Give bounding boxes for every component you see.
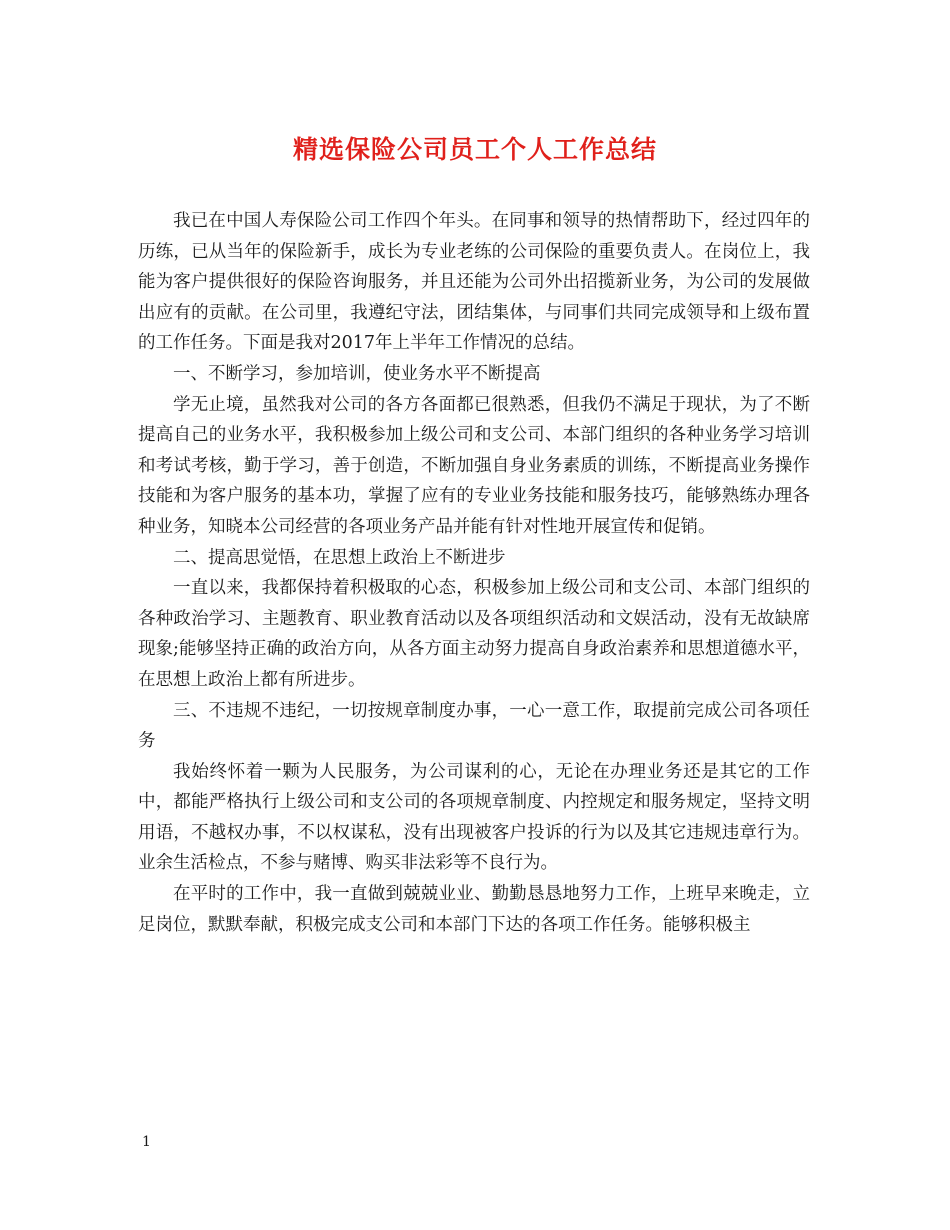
- section-heading-3: 三、不违规不违纪，一切按规章制度办事，一心一意工作，取提前完成公司各项任务: [138, 700, 810, 752]
- section-heading-1: 一、不断学习，参加培训，使业务水平不断提高: [173, 363, 541, 384]
- paragraph-intro: 我已在中国人寿保险公司工作四个年头。在同事和领导的热情帮助下，经过四年的历练，已从当年的保险新手，成长为专业老练的公司保险的重要负责人。在岗位上，我能为客户提供很好的保险咨询服务，并且还能为公司外出招揽新业务，为公司的发展做出应有的贡献。在公司里，我遵纪守法，团结集体，与同事们共同完成领导和上级布置的工作任务。下面是我对2017年上半年工作情况的总结。: [138, 211, 810, 354]
- paragraph-rules: 我始终怀着一颗为人民服务，为公司谋利的心，无论在办理业务还是其它的工作中，都能严格执行上级公司和支公司的各项规章制度、内控规定和服务规定，坚持文明用语，不越权办事，不以权谋私，没有出现被客户投诉的行为以及其它违规违章行为。业余生活检点，不参与赌博、购买非法彩等不良行为。: [138, 761, 810, 874]
- paragraph-learning: 学无止境，虽然我对公司的各方各面都已很熟悉，但我仍不满足于现状，为了不断提高自己的业务水平，我积极参加上级公司和支公司、本部门组织的各种业务学习培训和考试考核，勤于学习，善于创造，不断加强自身业务素质的训练，不断提高业务操作技能和为客户服务的基本功，掌握了应有的专业业务技能和服务技巧，能够熟练办理各种业务，知晓本公司经营的各项业务产品并能有针对性地开展宣传和促销。: [138, 394, 810, 537]
- document-title: 精选保险公司员工个人工作总结: [292, 135, 657, 164]
- document-body: [138, 206, 810, 940]
- paragraph-daily-work: 在平时的工作中，我一直做到兢兢业业、勤勤恳恳地努力工作，上班早来晚走，立足岗位，默默奉献，积极完成支公司和本部门下达的各项工作任务。能够积极主: [138, 884, 810, 935]
- page-number: 1: [142, 1134, 151, 1150]
- section-heading-2: 二、提高思觉悟，在思想上政治上不断进步: [173, 547, 506, 568]
- paragraph-politics: 一直以来，我都保持着积极取的心态，积极参加上级公司和支公司、本部门组织的各种政治学习、主题教育、职业教育活动以及各项组织活动和文娱活动，没有无故缺席现象;能够坚持正确的政治方向，从各方面主动努力提高自身政治素养和思想道德水平，在思想上政治上都有所进步。: [138, 578, 810, 690]
